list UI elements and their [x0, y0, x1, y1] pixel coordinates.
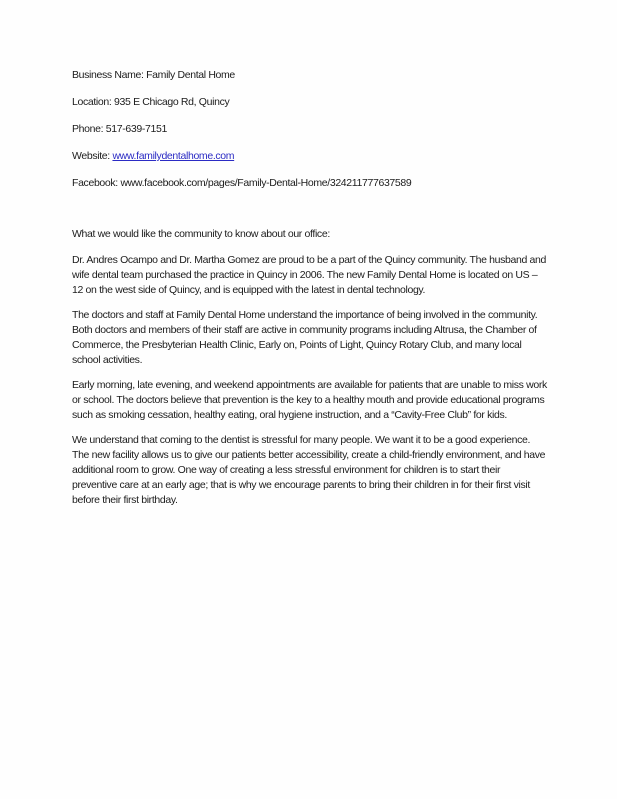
contact-line-website — [72, 149, 547, 164]
website-label: Website: — [72, 150, 113, 162]
contact-block — [72, 68, 547, 191]
intro-line: What we would like the community to know about our office: — [72, 228, 330, 240]
paragraph-facility-children: We understand that coming to the dentist is stressful for many people. We want it to be a good experience. The new facility allows us to give our patients better accessibility, create a child-friendly environment, and have additional room to grow. One way of creating a less stressful environment for children is to start their preventive care at an early age; that is why we encourage parents to bring their children in for their first visit before their first birthday. — [72, 434, 546, 506]
contact-line-facebook: Facebook: www.facebook.com/pages/Family-Dental-Home/324211777637589 — [72, 177, 412, 189]
contact-line-phone: Phone: 517-639-7151 — [72, 123, 167, 135]
website-link[interactable]: www.familydentalhome.com — [112, 150, 235, 162]
paragraph-doctors-history: Dr. Andres Ocampo and Dr. Martha Gomez are proud to be a part of the Quincy community. The husband and wife dental team purchased the practice in Quincy in 2006. The new Family Dental Home is located on US – 12 on the west side of Quincy, and is equipped with the latest in dental technology. — [72, 254, 547, 296]
paragraph-community-involvement: The doctors and staff at Family Dental Home understand the importance of being involved in the community. Both doctors and members of their staff are active in community programs including Altrusa, the Chamber of Commerce, the Presbyterian Health Clinic, Early on, Points of Light, Quincy Rotary Club, and many local school activities. — [72, 309, 538, 366]
contact-line-location: Location: 935 E Chicago Rd, Quincy — [72, 96, 230, 108]
contact-line-business-name: Business Name: Family Dental Home — [72, 69, 235, 81]
paragraph-appointments-prevention: Early morning, late evening, and weekend appointments are available for patients that are unable to miss work or school. The doctors believe that prevention is the key to a healthy mouth and provide educational programs such as smoking cessation, healthy eating, oral hygiene instruction, and a “Cavity-Free Club” for kids. — [72, 379, 547, 421]
